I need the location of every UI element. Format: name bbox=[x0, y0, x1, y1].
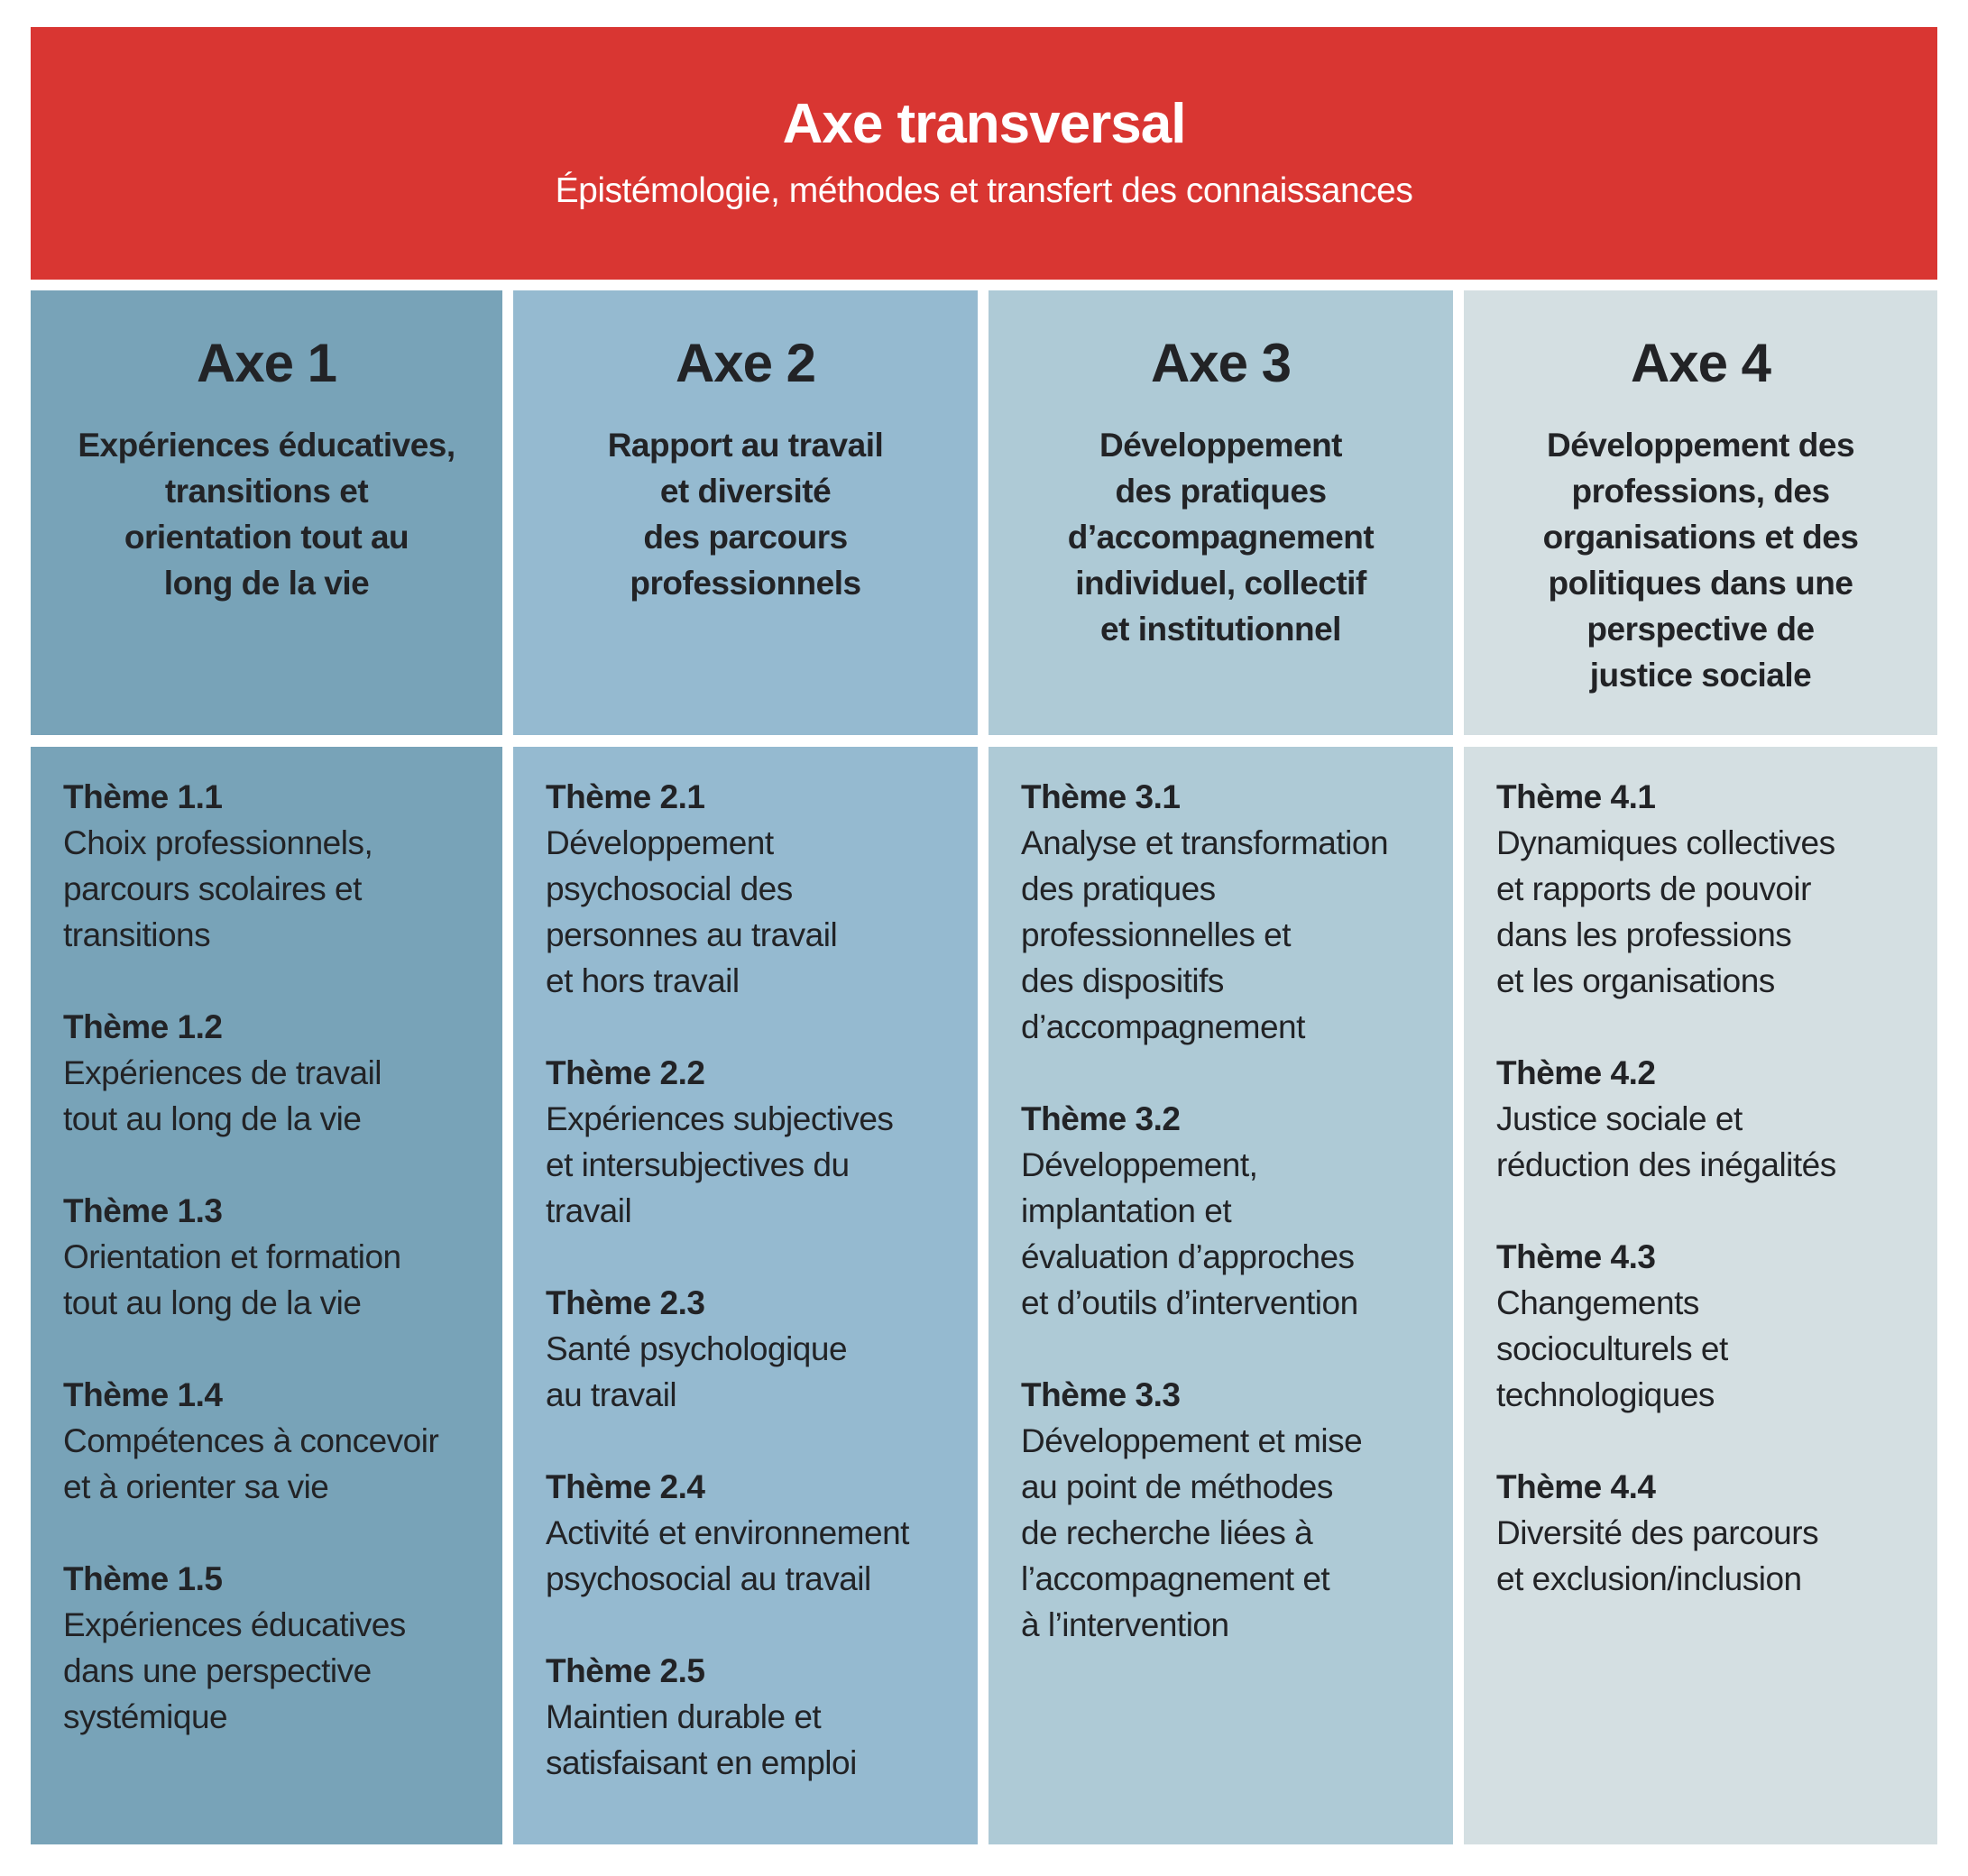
theme-text: Changements socioculturels et technologiques bbox=[1496, 1284, 1728, 1413]
transversal-axis-banner bbox=[31, 27, 1937, 280]
theme-item bbox=[1021, 774, 1426, 1050]
axis-4-header bbox=[1464, 290, 1937, 735]
theme-text: Développement et mise au point de méthodes de recherche liées à l’accompagnement et à l’intervention bbox=[1021, 1422, 1363, 1643]
theme-label: Thème 2.5 bbox=[546, 1652, 705, 1689]
axis-title: Axe 2 bbox=[675, 333, 816, 393]
theme-label: Thème 2.4 bbox=[546, 1468, 705, 1505]
theme-text: Dynamiques collectives et rapports de pouvoir dans les professions et les organisations bbox=[1496, 824, 1835, 999]
theme-item bbox=[1021, 1372, 1426, 1648]
axis-description: Expériences éducatives, transitions et orientation tout au long de la vie bbox=[78, 427, 455, 602]
banner-title: Axe transversal bbox=[782, 93, 1186, 155]
theme-label: Thème 1.3 bbox=[63, 1192, 223, 1229]
theme-label: Thème 2.1 bbox=[546, 778, 705, 815]
theme-text: Diversité des parcours et exclusion/inclusion bbox=[1496, 1514, 1819, 1597]
theme-text: Expériences subjectives et intersubjectives du travail bbox=[546, 1100, 894, 1229]
axis-4-themes bbox=[1464, 747, 1937, 1844]
theme-item bbox=[1496, 1050, 1910, 1188]
theme-item bbox=[63, 1004, 475, 1142]
theme-label: Thème 4.4 bbox=[1496, 1468, 1656, 1505]
theme-label: Thème 4.1 bbox=[1496, 778, 1656, 815]
axis-title: Axe 3 bbox=[1150, 333, 1292, 393]
axis-3-header bbox=[989, 290, 1453, 735]
theme-label: Thème 4.2 bbox=[1496, 1054, 1656, 1091]
theme-label: Thème 1.2 bbox=[63, 1008, 223, 1045]
theme-label: Thème 3.3 bbox=[1021, 1376, 1181, 1413]
axis-2-header bbox=[513, 290, 978, 735]
axis-1-themes bbox=[31, 747, 502, 1844]
theme-text: Compétences à concevoir et à orienter sa vie bbox=[63, 1422, 439, 1505]
theme-item bbox=[546, 1464, 951, 1602]
axis-title: Axe 4 bbox=[1630, 333, 1771, 393]
theme-item bbox=[63, 1556, 475, 1740]
axis-3-themes bbox=[989, 747, 1453, 1844]
theme-label: Thème 1.4 bbox=[63, 1376, 223, 1413]
theme-label: Thème 3.2 bbox=[1021, 1100, 1181, 1137]
theme-label: Thème 2.3 bbox=[546, 1284, 705, 1321]
theme-item bbox=[63, 1188, 475, 1326]
theme-label: Thème 1.1 bbox=[63, 778, 223, 815]
theme-item bbox=[546, 1648, 951, 1786]
theme-label: Thème 1.5 bbox=[63, 1560, 223, 1597]
theme-item bbox=[63, 1372, 475, 1510]
theme-text: Expériences de travail tout au long de la vie bbox=[63, 1054, 382, 1137]
theme-text: Orientation et formation tout au long de la vie bbox=[63, 1238, 401, 1321]
theme-item bbox=[1496, 1234, 1910, 1418]
axis-description: Développement des pratiques d’accompagnement individuel, collectif et institutionnel bbox=[1067, 427, 1375, 648]
theme-label: Thème 2.2 bbox=[546, 1054, 705, 1091]
theme-text: Expériences éducatives dans une perspective systémique bbox=[63, 1606, 406, 1735]
theme-item bbox=[546, 1050, 951, 1234]
theme-label: Thème 3.1 bbox=[1021, 778, 1181, 815]
theme-item bbox=[63, 774, 475, 958]
theme-item bbox=[1021, 1096, 1426, 1326]
axis-1-header bbox=[31, 290, 502, 735]
axis-2-themes bbox=[513, 747, 978, 1844]
theme-item bbox=[1496, 774, 1910, 1004]
theme-item bbox=[546, 1280, 951, 1418]
theme-text: Analyse et transformation des pratiques professionnelles et des dispositifs d’accompagnement bbox=[1021, 824, 1389, 1045]
theme-text: Justice sociale et réduction des inégalités bbox=[1496, 1100, 1836, 1183]
axis-description: Rapport au travail et diversité des parcours professionnels bbox=[607, 427, 884, 602]
theme-text: Maintien durable et satisfaisant en emploi bbox=[546, 1698, 857, 1781]
theme-label: Thème 4.3 bbox=[1496, 1238, 1656, 1275]
axis-description: Développement des professions, des organisations et des politiques dans une perspective de justice sociale bbox=[1542, 427, 1859, 694]
banner-subtitle: Épistémologie, méthodes et transfert des connaissances bbox=[555, 171, 1413, 210]
theme-item bbox=[546, 774, 951, 1004]
theme-item bbox=[1496, 1464, 1910, 1602]
theme-text: Développement, implantation et évaluation d’approches et d’outils d’intervention bbox=[1021, 1146, 1358, 1321]
theme-text: Santé psychologique au travail bbox=[546, 1330, 848, 1413]
theme-text: Choix professionnels, parcours scolaires et transitions bbox=[63, 824, 373, 953]
axis-title: Axe 1 bbox=[196, 333, 337, 393]
theme-text: Activité et environnement psychosocial au travail bbox=[546, 1514, 909, 1597]
theme-text: Développement psychosocial des personnes au travail et hors travail bbox=[546, 824, 838, 999]
